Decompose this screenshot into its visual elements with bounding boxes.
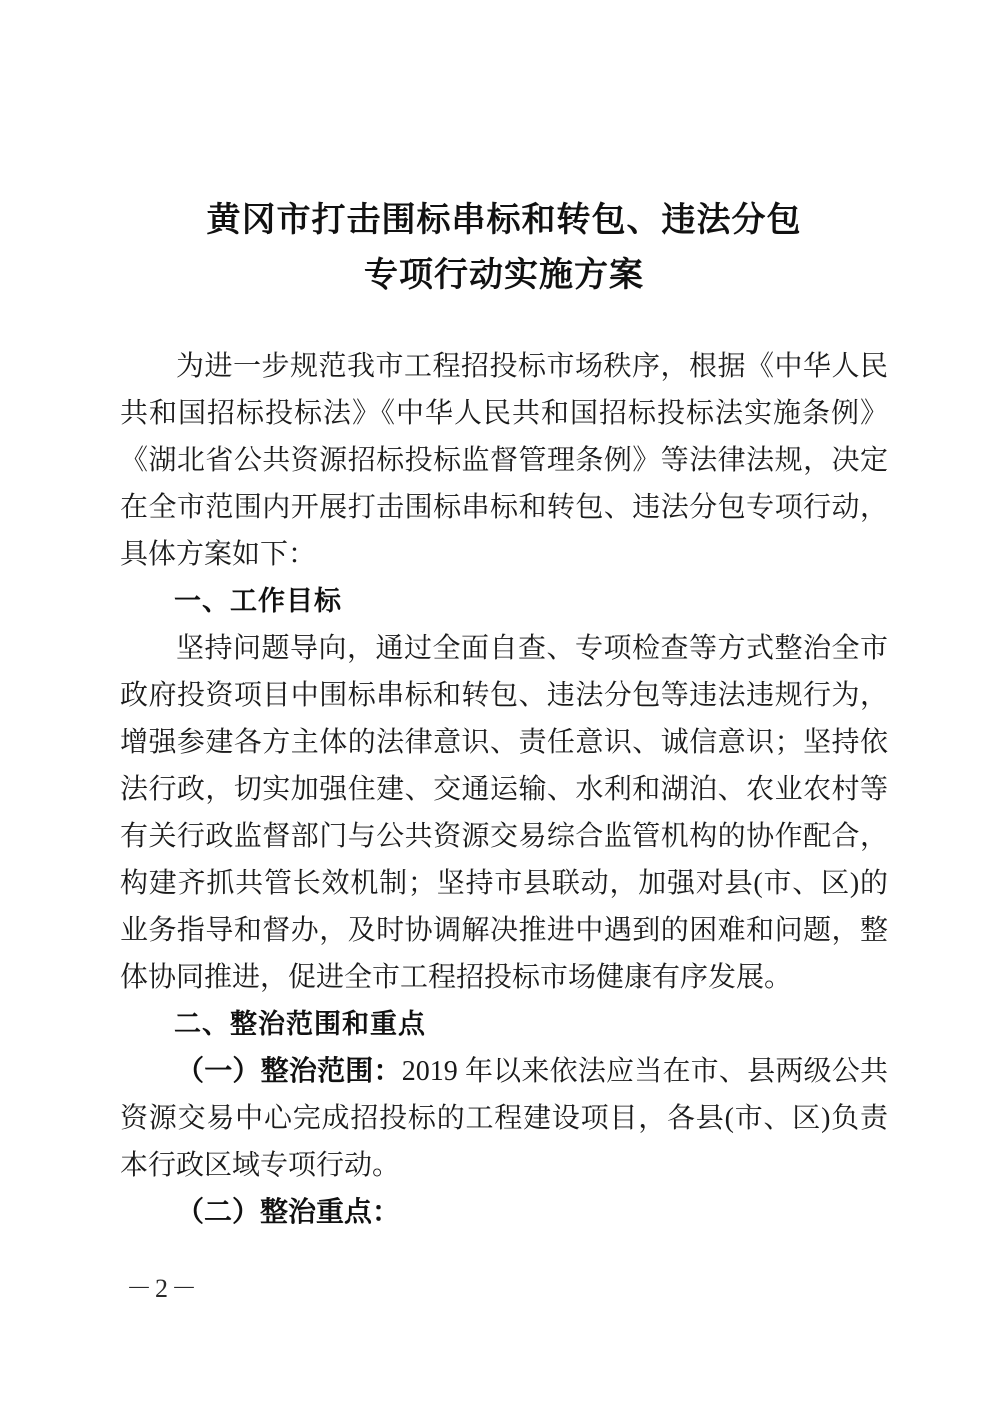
section-1-heading: 一、工作目标 [174, 586, 342, 616]
section-1-paragraph: 坚持问题导向，通过全面自查、专项检查等方式整治全市政府投资项目中围标串标和转包、违法分包等违法违规行为，增强参建各方主体的法律意识、责任意识、诚信意识；坚持依法行政，切实加强住建、交通运输、水利和湖泊、农业农村等有关行政监督部门与公共资源交易综合监管机构的协作配合，构建齐抓共管长效机制；坚持市县联动，加强对县(市、区)的业务指导和督办，及时协调解决推进中遇到的困难和问题，整体协同推进，促进全市工程招投标市场健康有序发展。 [120, 633, 888, 993]
section-2-item-1 [120, 1048, 888, 1189]
document-body [120, 343, 888, 1236]
section-2-heading: 二、整治范围和重点 [174, 1009, 426, 1039]
document-title-line-2: 专项行动实施方案 [364, 257, 644, 294]
page-number: －2－ [126, 1274, 201, 1303]
section-2-item-2 [120, 1189, 888, 1236]
document-title [120, 193, 888, 303]
document-title-line-1: 黄冈市打击围标串标和转包、违法分包 [206, 202, 802, 239]
section-2-item-2-label: （二）整治重点： [176, 1197, 401, 1228]
section-2-item-1-label: （一）整治范围： [176, 1056, 402, 1087]
intro-paragraph: 为进一步规范我市工程招投标市场秩序，根据《中华人民共和国招标投标法》《中华人民共和国招标投标法实施条例》《湖北省公共资源招标投标监督管理条例》等法律法规，决定在全市范围内开展打击围标串标和转包、违法分包专项行动，具体方案如下： [120, 351, 888, 570]
section-2-item-1-text: 2019 年以来依法应当在市、县两级公共资源交易中心完成招投标的工程建设项目，各县(市、区)负责本行政区域专项行动。 [120, 1056, 888, 1181]
